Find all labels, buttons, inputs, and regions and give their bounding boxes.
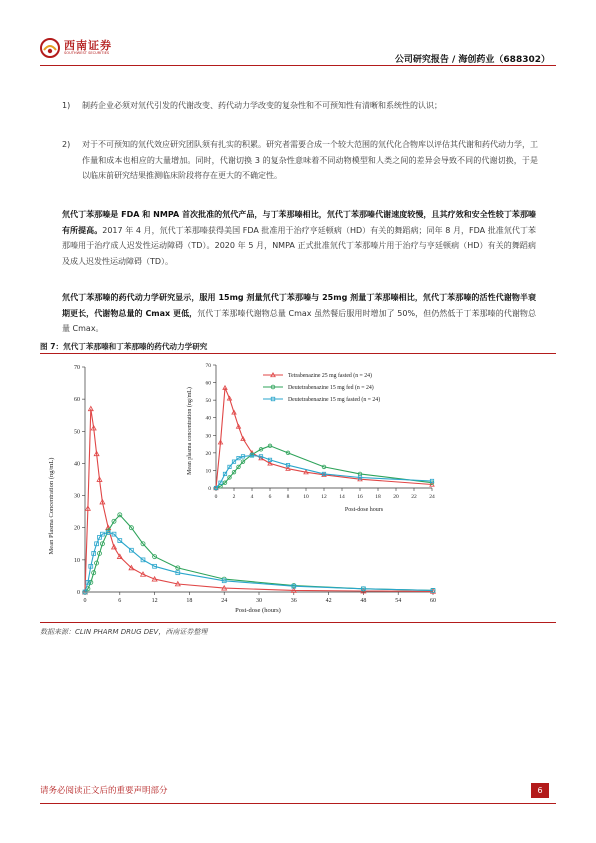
paragraph-lead-bold: 氘代丁苯那嗪是 FDA 和 NMPA 首次批准的氘代产品，与丁苯那嗪相比，氘代丁苯那嗪代谢速度较慢，且其疗效和安全性较丁苯那嗪有所提高。 [62,210,536,235]
inset-y-tick-label: 0 [208,486,211,492]
logo-emblem-icon [40,38,60,58]
main-y-tick-label: 20 [74,525,80,532]
main-y-tick-label: 70 [74,365,80,371]
inset-x-tick-label: 10 [303,494,309,500]
inset-x-tick-label: 0 [214,494,218,500]
company-logo [40,36,140,62]
figure-source: 数据来源：CLIN PHARM DRUG DEV，西南证券整理 [40,628,208,636]
list-item-2 [62,137,538,201]
inset-chart [183,356,441,514]
inset-y-tick-label: 10 [205,468,211,475]
figure-title: 图 7：氘代丁苯那嗪和丁苯那嗪的药代动力学研究 [40,342,208,351]
figure-top-rule [40,353,556,354]
main-x-tick-label: 24 [221,598,228,604]
legend-entry: Deutetrabenazine 15 mg fed (n = 24) [288,385,374,392]
main-x-tick-label: 36 [290,598,297,604]
inset-ylabel: Mean plasma concentration (ng/mL) [187,387,193,475]
inset-x-tick-label: 12 [321,494,327,500]
main-x-tick-label: 0 [83,598,87,604]
main-x-tick-label: 48 [360,598,367,604]
main-x-tick-label: 12 [151,598,158,604]
legend-entry: Tetrabenazine 25 mg fasted (n = 24) [288,373,372,380]
main-y-tick-label: 40 [74,461,80,468]
footer-divider [40,803,556,804]
paragraph-deutetrabenazine-approval [62,207,536,269]
main-y-tick-label: 50 [74,429,80,436]
list-item-number: 2) [62,140,71,149]
logo-subtitle: SOUTHWEST SECURITIES [64,51,110,55]
paragraph-body: 2017 年 4 月，氘代丁苯那嗪获得美国 FDA 批准用于治疗亨廷顿病（HD）有关的舞蹈病；同年 8 月，FDA 批准氘代丁苯那嗪用于治疗成人迟发性运动障碍（TD）。2020 年 5 月，NMPA 正式批准氘代丁苯那嗪片用于治疗与亨廷顿病（HD）有关的舞蹈病及成人迟发性运动障碍（TD）。 [62,225,536,266]
inset-x-tick-label: 24 [429,494,435,500]
inset-x-tick-label: 22 [411,494,417,500]
inset-x-tick-label: 4 [250,494,254,500]
inset-y-tick-label: 40 [205,415,211,422]
inset-y-tick-label: 30 [205,433,211,440]
inset-y-tick-label: 20 [205,450,211,457]
inset-x-tick-label: 14 [339,494,345,500]
list-item-1 [62,98,538,130]
legend-entry: Deutetrabenazine 15 mg fasted (n = 24) [288,397,381,404]
inset-x-tick-label: 20 [393,494,399,500]
main-x-tick-label: 18 [186,598,193,604]
inset-x-tick-label: 16 [357,494,363,500]
main-ylabel: Mean Plasma Concentration (ng/mL) [48,457,55,555]
main-y-tick-label: 60 [74,397,80,404]
main-x-tick-label: 6 [118,598,122,604]
main-y-tick-label: 0 [77,590,80,596]
figure-bottom-rule [40,622,556,623]
inset-x-tick-label: 8 [286,494,290,500]
paragraph-lead-bold: 氘代丁苯那嗪的药代动力学研究显示，服用 15mg 剂量氘代丁苯那嗪与 25mg 剂量丁苯那嗪相比，氘代丁苯那嗪的活性代谢物半衰期更长，代谢物总量的 Cmax 更低， [62,293,536,318]
inset-x-tick-label: 2 [232,494,236,500]
main-series-line [85,533,433,593]
list-item-text: 制药企业必须对氘代引发的代谢改变、药代动力学改变的复杂性和不可预知性有清晰和系统性的认识； [82,101,442,110]
inset-y-tick-label: 50 [205,398,211,405]
page-number: 6 [531,783,549,798]
list-item-number: 1) [62,101,71,110]
inset-y-tick-label: 60 [205,380,211,387]
inset-y-tick-label: 70 [205,363,211,369]
disclaimer-note: 请务必阅读正文后的重要声明部分 [40,786,168,796]
main-y-tick-label: 10 [74,557,80,564]
main-x-tick-label: 54 [395,598,402,604]
paragraph-body: 氘代丁苯那嗪代谢物总量 Cmax 虽然餐后服用时增加了 50%，但仍然低于丁苯那嗪的代谢物总量 Cmax。 [62,308,536,333]
main-x-tick-label: 42 [325,598,332,604]
paragraph-pk-study [62,290,536,337]
main-y-tick-label: 30 [74,493,80,500]
inset-x-tick-label: 6 [268,494,272,500]
inset-background [183,356,441,514]
main-x-tick-label: 30 [256,598,262,604]
main-series-3 [83,531,435,594]
report-title: 公司研究报告 / 海创药业（688302） [394,55,550,65]
inset-xlabel: Post-dose hours [344,507,384,513]
pk-chart [40,356,556,622]
inset-x-tick-label: 18 [375,494,381,500]
main-series-line [85,515,433,592]
logo-name: 西南证券 [64,39,112,52]
header-divider [40,65,556,66]
list-item-text: 对于不可预知的氘代效应研究团队须有扎实的积累。研究者需要合成一个较大范围的氘代化合物库以评估其代谢和药代动力学，工作量和成本也相应的大量增加。同时，代谢切换 3 的复杂性意味着不同动物模型和人类之间的差异会导致不同的代谢切换，于是以临床前研究结果推测临床阶段将存在更大的不确定性。 [82,140,538,180]
main-x-tick-label: 60 [430,598,436,604]
main-xlabel: Post-dose (hours) [235,607,281,614]
